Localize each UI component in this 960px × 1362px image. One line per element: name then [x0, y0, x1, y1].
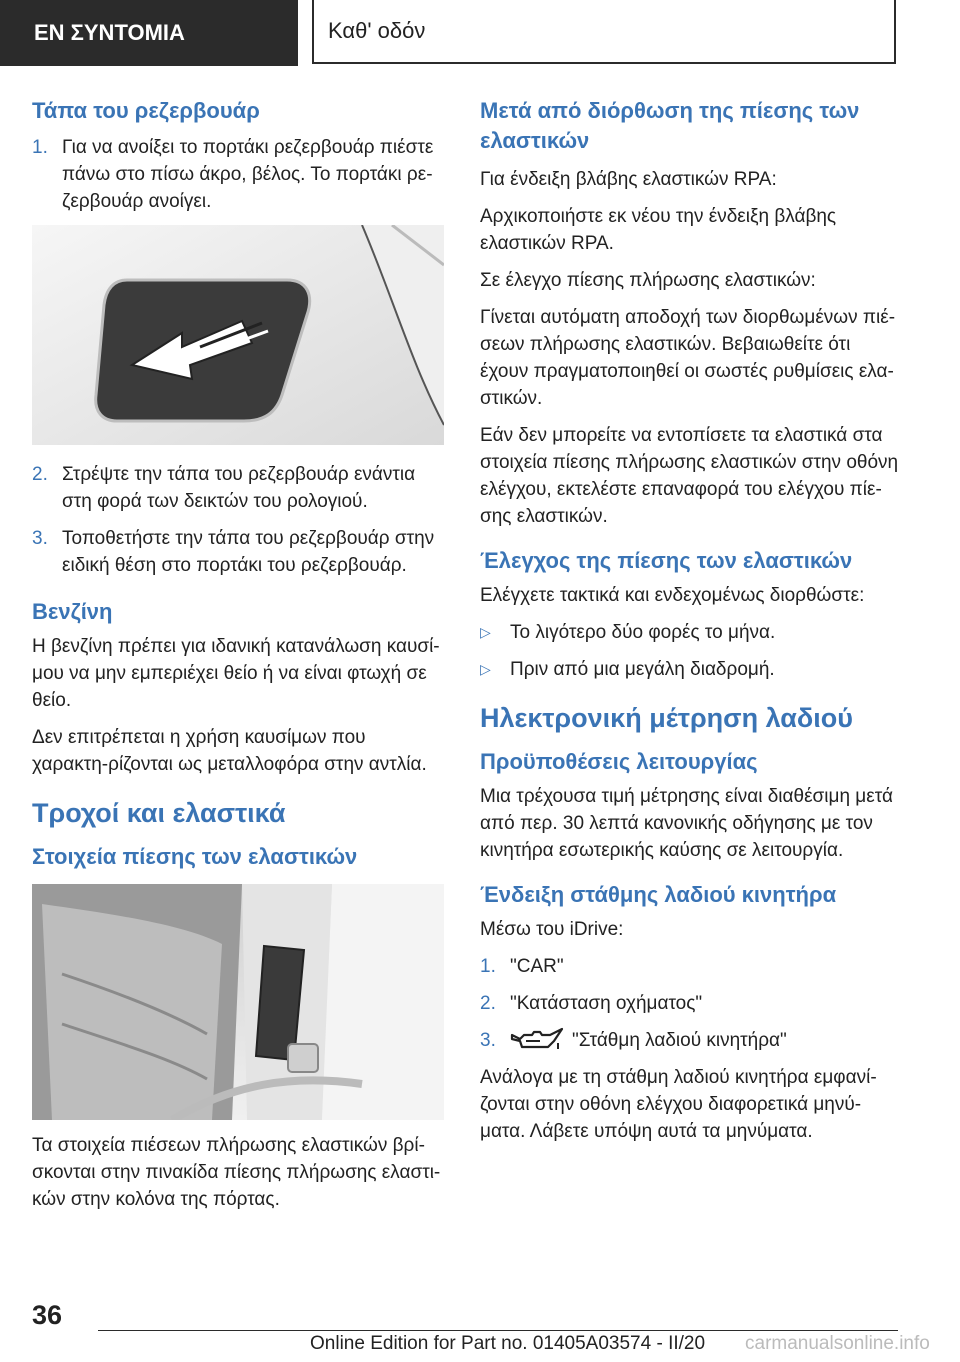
- list-item: [480, 1027, 900, 1054]
- oil-messages-paragraph: Ανάλογα με τη στάθμη λαδιού κινητήρα εμφανί-ζονται στην οθόνη ελέγχου διαφορετικά μηνύ-ματα. Λάβετε υπόψη αυτά τα μηνύματα.: [480, 1067, 877, 1142]
- heading-fuel-cap: Τάπα του ρεζερβουάρ: [32, 98, 260, 123]
- right-column: [480, 96, 900, 1155]
- edition-text: Online Edition for Part no. 01405A03574 - II/20: [310, 1333, 706, 1354]
- list-item: [32, 525, 444, 579]
- heading-oil-level: Ένδειξη στάθμης λαδιού κινητήρα: [480, 882, 837, 907]
- tpm-intro: Σε έλεγχο πίεσης πλήρωσης ελαστικών:: [480, 270, 816, 291]
- heading-prerequisites: Προϋποθέσεις λειτουργίας: [480, 749, 758, 774]
- tire-data-caption: Τα στοιχεία πιέσεων πλήρωσης ελαστικών βρί-σκονται στην πινακίδα πίεσης πλήρωσης ελαστι-κών στην κολόνα της πόρτας.: [32, 1135, 441, 1210]
- step-number: 2.: [480, 993, 496, 1014]
- step-number: 2.: [32, 464, 48, 485]
- chapter-title: ΕΝ ΣΥΝΤΟΜΙΑ: [34, 20, 185, 45]
- check-intro: Ελέγχετε τακτικά και ενδεχομένως διορθώστε:: [480, 585, 865, 606]
- heading-tire-pressure-data: Στοιχεία πίεσης των ελαστικών: [32, 844, 358, 869]
- step-number: 1.: [32, 137, 48, 158]
- prereq-paragraph: Μια τρέχουσα τιμή μέτρησης είναι διαθέσιμη μετά από περ. 30 λεπτά κανονικής οδήγησης με τον κινητήρα εσωτερικής καύσης σε λειτουργία.: [480, 786, 893, 861]
- heading-petrol: Βενζίνη: [32, 599, 113, 624]
- bullet-text: Το λιγότερο δύο φορές το μήνα.: [510, 622, 776, 643]
- list-item: [32, 134, 444, 215]
- tpm-reset: Εάν δεν μπορείτε να εντοπίσετε τα ελαστικά στα στοιχεία πίεσης πλήρωσης ελαστικών στην οθόνη ελέγχου, εκτελέστε επαναφορά του ελέγχου πίε-σης ελαστικών.: [480, 425, 899, 527]
- chapter-tab[interactable]: [0, 0, 298, 66]
- bullet-text: Πριν από μια μεγάλη διαδρομή.: [510, 659, 775, 680]
- heading-after-correction: Μετά από διόρθωση της πίεσης των ελαστικών: [480, 98, 860, 153]
- step-text: "Στάθμη λαδιού κινητήρα": [572, 1030, 787, 1051]
- watermark: carmanualsonline.info: [745, 1333, 930, 1354]
- tpm-auto: Γίνεται αυτόματη αποδοχή των διορθωμένων πιέ-σεων πλήρωσης ελαστικών. Βεβαιωθείτε ότι έχουν πραγματοποιηθεί οι σωστές ρυθμίσεις ελα-στικών.: [480, 307, 896, 409]
- fuel-flap-image: [32, 225, 444, 445]
- step-number: 1.: [480, 956, 496, 977]
- page-header: [0, 0, 960, 66]
- oil-can-icon: [510, 1027, 564, 1053]
- door-pillar-image: [32, 884, 444, 1120]
- list-item: [480, 990, 900, 1017]
- list-item: [480, 619, 900, 646]
- heading-check-pressure: Έλεγχος της πίεσης των ελαστικών: [480, 548, 853, 573]
- section-tab[interactable]: [312, 0, 896, 64]
- page-number: 36: [32, 1300, 63, 1330]
- step-number: 3.: [32, 528, 48, 549]
- via-idrive: Μέσω του iDrive:: [480, 919, 624, 940]
- petrol-paragraph-2: Δεν επιτρέπεται η χρήση καυσίμων που χαρακτη-ρίζονται ως μεταλλοφόρα στην αντλία.: [32, 727, 427, 775]
- step-text: Τοποθετήστε την τάπα του ρεζερβουάρ στην ειδική θέση στο πορτάκι του ρεζερβουάρ.: [62, 528, 435, 576]
- footer-divider: [98, 1330, 898, 1331]
- step-text: "Κατάσταση οχήματος": [510, 993, 703, 1014]
- left-column: [32, 96, 444, 1223]
- heading-oil-measurement: Ηλεκτρονική μέτρηση λαδιού: [480, 703, 853, 733]
- list-item: [480, 953, 900, 980]
- petrol-paragraph-1: Η βενζίνη πρέπει για ιδανική κατανάλωση καυσί-μου να μην εμπεριέχει θείο ή να είναι φτωχή σε θείο.: [32, 636, 440, 711]
- fuel-flap-illustration: [32, 225, 444, 445]
- list-item: [480, 656, 900, 683]
- step-text: Για να ανοίξει το πορτάκι ρεζερβουάρ πιέστε πάνω στο πίσω άκρο, βέλος. Το πορτάκι ρε-ζερβουάρ ανοίγει.: [62, 137, 434, 212]
- rpa-intro: Για ένδειξη βλάβης ελαστικών RPA:: [480, 169, 777, 190]
- step-text: "CAR": [510, 956, 564, 977]
- list-item: [32, 461, 444, 515]
- triangle-bullet-icon: ▷: [480, 661, 491, 677]
- triangle-bullet-icon: ▷: [480, 624, 491, 640]
- section-title: Καθ' οδόν: [328, 18, 426, 43]
- door-pillar-illustration: [32, 884, 444, 1120]
- heading-wheels-tires: Τροχοί και ελαστικά: [32, 798, 286, 828]
- step-text: Στρέψτε την τάπα του ρεζερβουάρ ενάντια στη φορά των δεικτών του ρολογιού.: [62, 464, 416, 512]
- rpa-reset: Αρχικοποιήστε εκ νέου την ένδειξη βλάβης ελαστικών RPA.: [480, 206, 837, 254]
- step-number: 3.: [480, 1030, 496, 1051]
